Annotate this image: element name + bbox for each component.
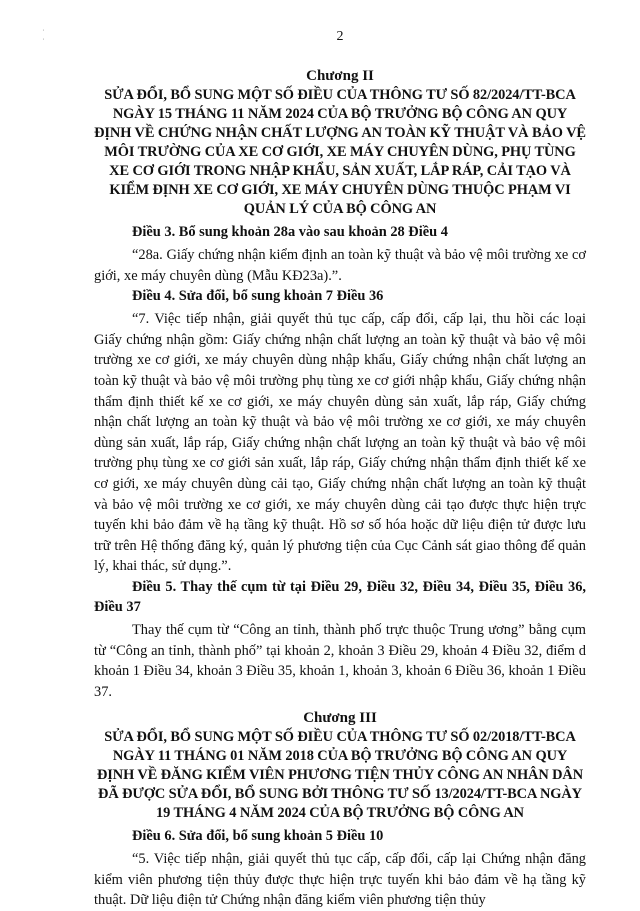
article-4-heading: Điều 4. Sửa đổi, bổ sung khoản 7 Điều 36	[132, 288, 384, 305]
article-3-heading: Điều 3. Bổ sung khoản 28a vào sau khoản 28 Điều 4	[132, 224, 448, 240]
chapter-2-title: SỬA ĐỔI, BỔ SUNG MỘT SỐ ĐIỀU CỦA THÔNG TƯ SỐ 82/2024/TT-BCA NGÀY 15 THÁNG 11 NĂM 2024 CỦA BỘ TRƯỞNG BỘ CÔNG AN QUY ĐỊNH VỀ CHỨNG NHẬN CHẤT LƯỢNG AN TOÀN KỸ THUẬT VÀ BẢO VỆ MÔI TRƯỜNG CỦA XE CƠ GIỚI, XE MÁY CHUYÊN DÙNG, PHỤ TÙNG XE CƠ GIỚI TRONG NHẬP KHẨU, SẢN XUẤT, LẮP RÁP, CẢI TẠO VÀ KIỂM ĐỊNH XE CƠ GIỚI, XE MÁY CHUYÊN DÙNG THUỘC PHẠM VI QUẢN LÝ CỦA BỘ CÔNG AN	[94, 87, 586, 217]
chapter-2	[94, 66, 586, 702]
article-3-text: “28a. Giấy chứng nhận kiểm định an toàn kỹ thuật và bảo vệ môi trường xe cơ giới, xe máy chuyên dùng (Mẫu KĐ23a).”.	[94, 247, 586, 284]
article-6-heading: Điều 6. Sửa đổi, bổ sung khoản 5 Điều 10	[132, 828, 384, 845]
page-number: 2	[336, 29, 344, 44]
article-5-text: Thay thế cụm từ “Công an tỉnh, thành phố trực thuộc Trung ương” bằng cụm từ “Công an tỉnh, thành phố” tại khoản 2, khoản 3 Điều 29, khoản 4 Điều 32, điểm d khoản 1 Điều 34, khoản 3 Điều 35, khoản 1, khoản 3, khoản 6 Điều 36, khoản 1 Điều 37.	[94, 621, 586, 700]
chapter-3	[94, 708, 586, 911]
scan-mark: ˙ ˙	[42, 28, 45, 46]
chapter-3-title: SỬA ĐỔI, BỔ SUNG MỘT SỐ ĐIỀU CỦA THÔNG TƯ SỐ 02/2018/TT-BCA NGÀY 11 THÁNG 01 NĂM 2018 CỦA BỘ TRƯỞNG BỘ CÔNG AN QUY ĐỊNH VỀ ĐĂNG KIỂM VIÊN PHƯƠNG TIỆN THỦY CÔNG AN NHÂN DÂN ĐÃ ĐƯỢC SỬA ĐỔI, BỔ SUNG BỞI THÔNG TƯ SỐ 13/2024/TT-BCA NGÀY 19 THÁNG 4 NĂM 2024 CỦA BỘ TRƯỞNG BỘ CÔNG AN	[97, 729, 583, 822]
article-6-text: “5. Việc tiếp nhận, giải quyết thủ tục cấp, cấp đổi, cấp lại Chứng nhận đăng kiểm viên phương tiện thủy được thực hiện trực tuyến khi bảo đảm về hạ tầng kỹ thuật. Dữ liệu điện tử Chứng nhận đăng kiểm viên phương tiện thủy	[94, 851, 586, 909]
article-5-heading: Điều 5. Thay thế cụm từ tại Điều 29, Điều 32, Điều 34, Điều 35, Điều 36, Điều 37	[94, 578, 586, 615]
article-4-text: “7. Việc tiếp nhận, giải quyết thủ tục cấp, cấp đổi, cấp lại, thu hồi các loại Giấy chứng nhận gồm: Giấy chứng nhận chất lượng an toàn kỹ thuật và bảo vệ môi trường xe cơ giới, xe máy chuyên dùng nhập khẩu, Giấy chứng nhận chất lượng an toàn kỹ thuật và bảo vệ môi trường phụ tùng xe cơ giới nhập khẩu, Giấy chứng nhận thẩm định thiết kế xe cơ giới, xe máy chuyên dùng sản xuất, lắp ráp, Giấy chứng nhận chất lượng an toàn kỹ thuật và bảo vệ môi trường xe cơ giới, xe máy chuyên dùng sản xuất, lắp ráp, Giấy chứng nhận chất lượng an toàn kỹ thuật và bảo vệ môi trường phụ tùng xe cơ giới sản xuất, lắp ráp, Giấy chứng nhận thẩm định thiết kế xe cơ giới, xe máy chuyên dùng cải tạo, Giấy chứng nhận chất lượng an toàn kỹ thuật và bảo vệ môi trường xe cơ giới, xe máy chuyên dùng cải tạo được thực hiện trực tuyến khi bảo đảm về hạ tầng kỹ thuật. Hồ sơ số hóa hoặc dữ liệu điện tử được lưu trữ trên Hệ thống đăng ký, quản lý phương tiện của Cục Cảnh sát giao thông để quản lý, khai thác, sử dụng.”.	[94, 311, 586, 575]
chapter-3-heading: Chương III	[303, 710, 377, 727]
document-page	[94, 28, 586, 911]
chapter-2-heading: Chương II	[306, 68, 374, 84]
